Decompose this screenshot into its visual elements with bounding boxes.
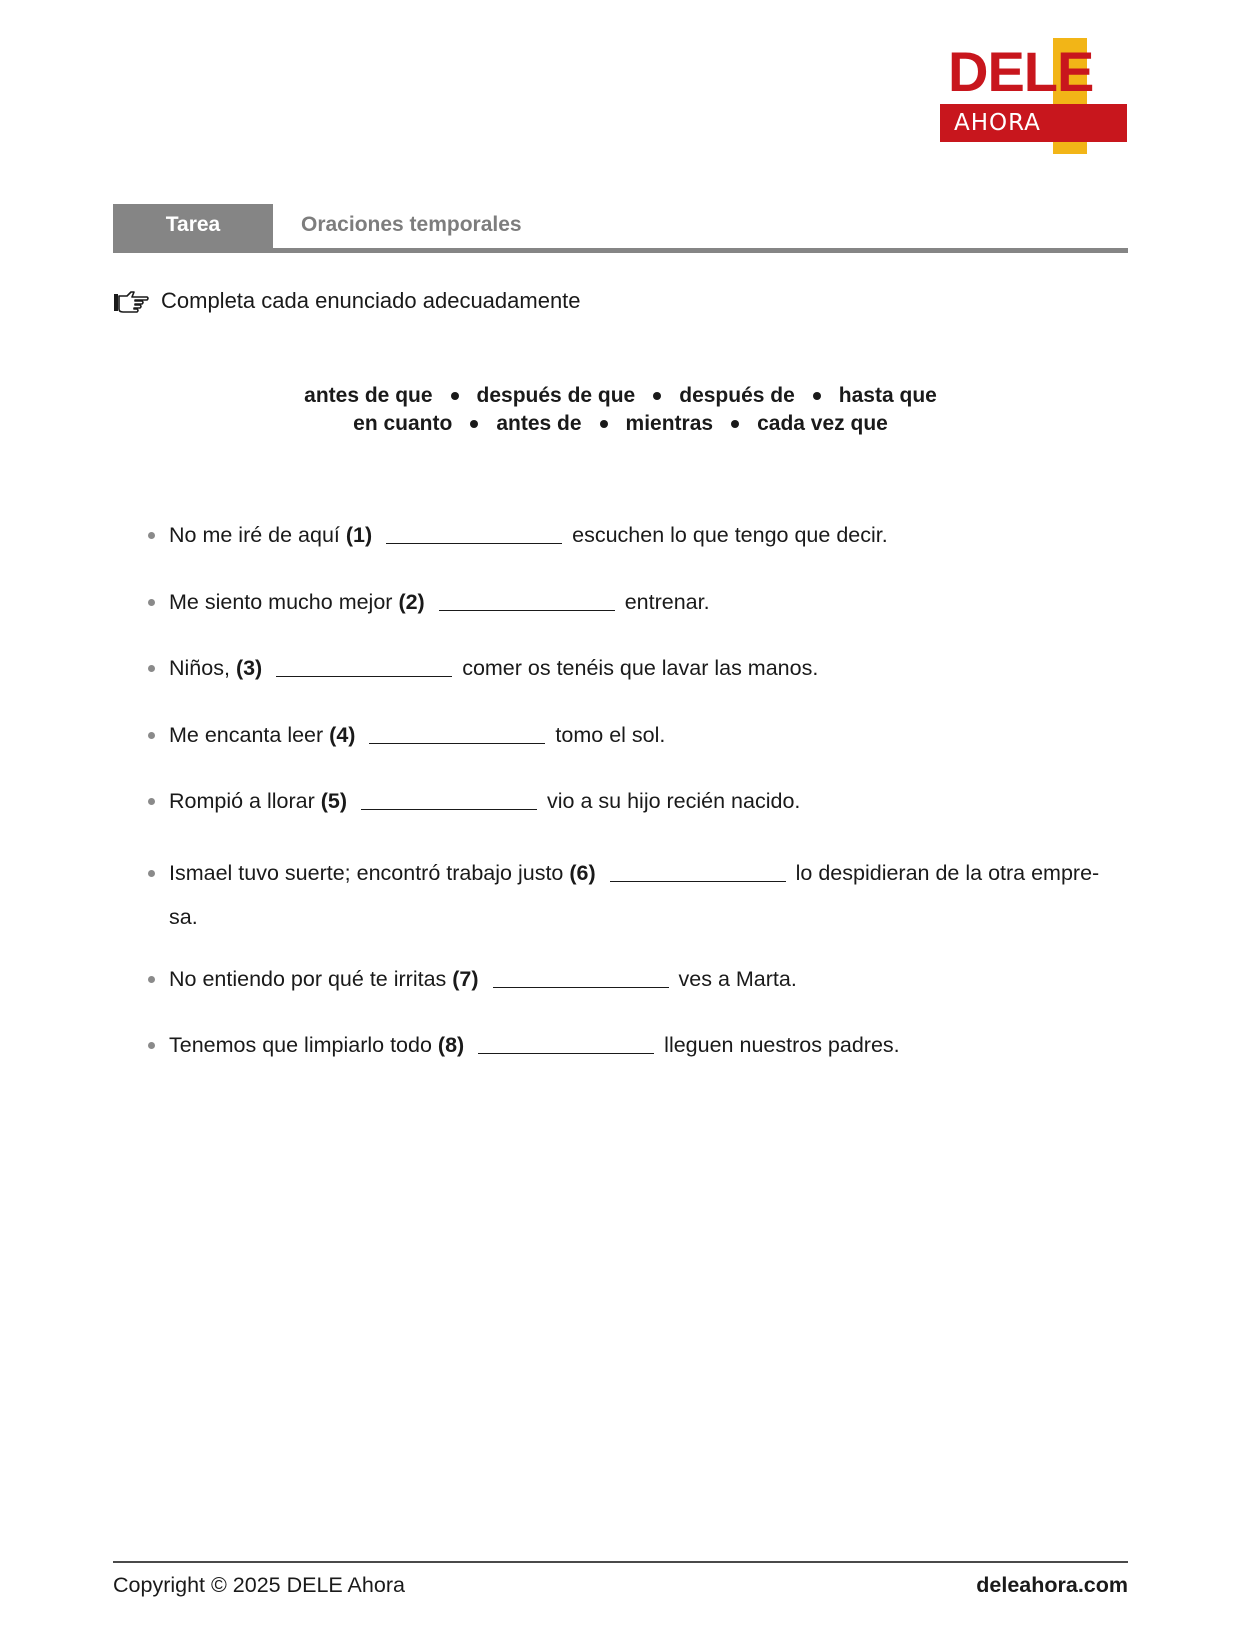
logo-dele-text: DELE [948,40,1094,103]
header-rule [113,248,1128,253]
word-option: cada vez que [757,412,888,435]
answer-blank[interactable] [369,720,545,744]
footer-rule [113,1561,1128,1563]
footer-copyright: Copyright © 2025 DELE Ahora [113,1573,405,1597]
gap-number: (4) [329,722,356,747]
sentence-end: vio a su hijo recién nacido. [547,789,801,813]
word-bank-row-2 [113,410,1128,438]
answer-blank[interactable] [439,587,615,611]
sentence-start: Tenemos que limpiarlo todo [169,1033,432,1057]
bullet-icon [148,798,155,805]
word-option: mientras [625,412,714,435]
list-item [145,518,1130,585]
bullet-separator [600,420,608,428]
sentence-continuation: sa. [169,904,198,929]
answer-blank[interactable] [493,964,669,988]
bullet-icon [148,732,155,739]
list-item [145,1028,1130,1095]
gap-number: (7) [452,966,479,991]
sentence-end: escuchen lo que tengo que decir. [572,523,888,547]
list-item [145,585,1130,652]
sentence-end: tomo el sol. [555,722,666,747]
list-item [145,851,1130,962]
bullet-icon [148,599,155,606]
sentence-start: Me encanta leer [169,722,324,747]
sentence-start: Ismael tuvo suerte; encontró trabajo justo [169,860,564,885]
sentence-start: No entiendo por qué te irritas [169,966,447,991]
gap-number: (2) [398,589,425,614]
bullet-icon [148,532,155,539]
answer-blank[interactable] [610,858,786,882]
task-header [113,204,1128,254]
instruction [113,284,581,318]
sentence-end: ves a Marta. [678,966,797,991]
task-title: Oraciones temporales [301,213,522,236]
answer-blank[interactable] [361,786,537,810]
exercise-sentences [145,518,1130,1095]
dele-ahora-logo [940,36,1130,156]
gap-number: (1) [345,523,373,547]
word-option: antes de [496,412,582,435]
sentence-start: Me siento mucho mejor [169,589,393,614]
word-option: hasta que [838,384,937,407]
gap-number: (6) [569,860,596,885]
word-bank-row-1 [113,382,1128,410]
bullet-separator [470,420,478,428]
bullet-separator [813,392,821,400]
instruction-text: Completa cada enunciado adecuadamente [161,288,581,313]
task-label: Tarea [113,204,273,250]
answer-blank[interactable] [386,520,562,544]
word-option: en cuanto [353,412,453,435]
bullet-separator [731,420,739,428]
footer-site-link[interactable]: deleahora.com [976,1573,1128,1597]
logo-ahora-text: AHORA [954,110,1041,136]
sentence-end: entrenar. [624,589,710,614]
bullet-separator [451,392,459,400]
sentence-start: Rompió a llorar [169,789,315,813]
gap-number: (5) [320,789,348,813]
sentence-start: No me iré de aquí [169,523,340,547]
gap-number: (8) [437,1033,465,1057]
list-item [145,784,1130,851]
word-option: después de que [476,384,636,407]
bullet-icon [148,870,155,877]
answer-blank[interactable] [478,1030,654,1054]
bullet-icon [148,976,155,983]
gap-number: (3) [235,656,263,680]
bullet-separator [653,392,661,400]
word-option: después de [679,384,795,407]
list-item [145,718,1130,785]
sentence-end: lleguen nuestros padres. [664,1033,900,1057]
bullet-icon [148,1042,155,1049]
answer-blank[interactable] [276,653,452,677]
sentence-end: lo despidieran de la otra empre- [795,860,1100,885]
word-bank [113,382,1128,438]
list-item [145,962,1130,1029]
sentence-end: comer os tenéis que lavar las manos. [462,656,819,680]
sentence-start: Niños, [169,656,230,680]
list-item [145,651,1130,718]
word-option: antes de que [304,384,433,407]
pointing-hand-icon [113,288,151,314]
bullet-icon [148,665,155,672]
